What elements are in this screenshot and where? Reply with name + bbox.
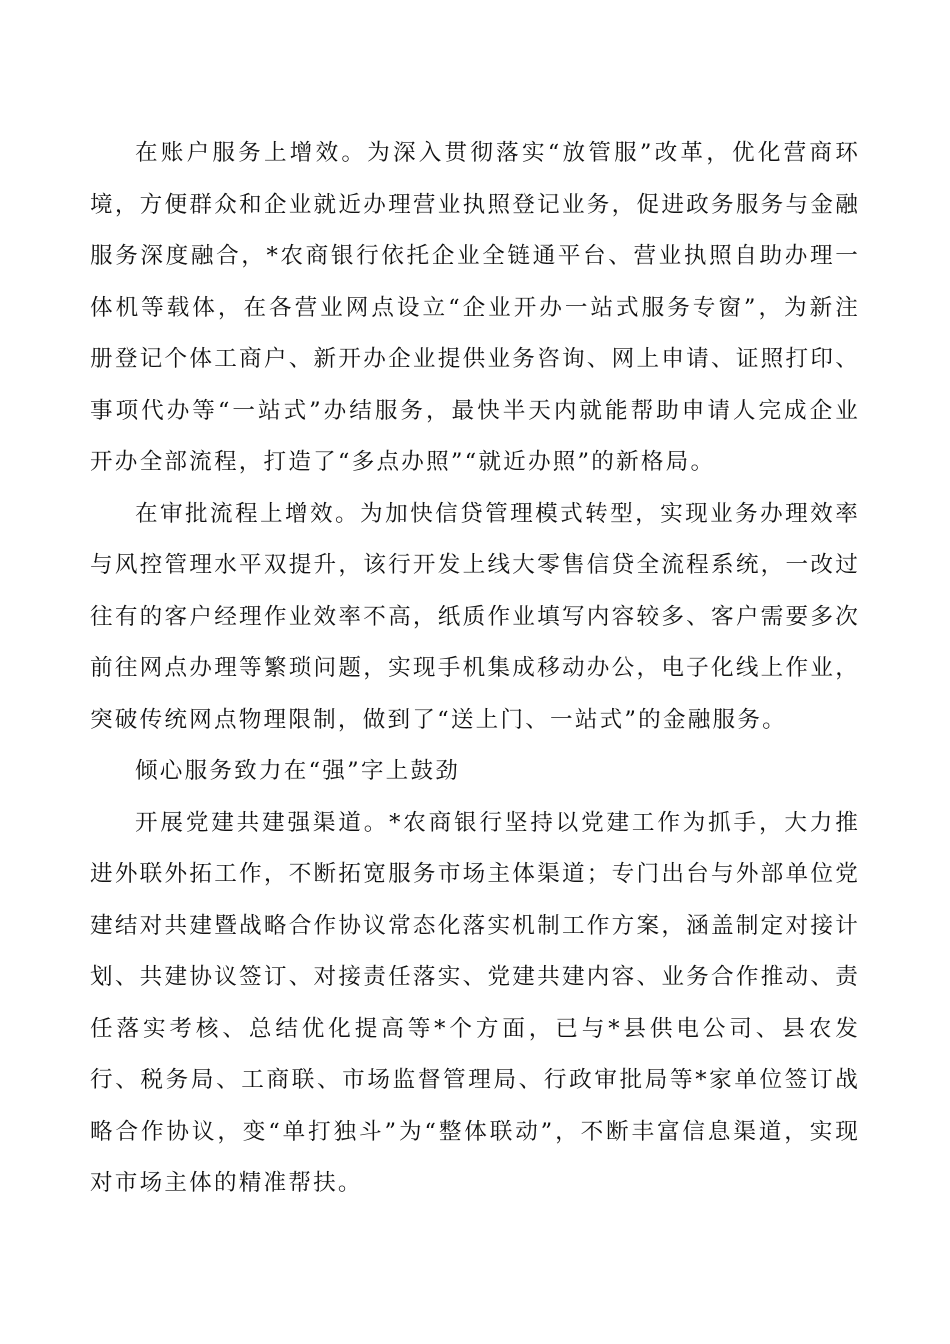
document-page [90,128,860,1210]
section-heading: 倾心服务致力在“强”字上鼓劲 [135,758,461,784]
paragraph-party-building: 开展党建共建强渠道。*农商银行坚持以党建工作为抓手，大力推进外联外拓工作，不断拓宽服务市场主体渠道；专门出台与外部单位党建结对共建暨战略合作协议常态化落实机制工作方案，涵盖制定对接计划、共建协议签订、对接责任落实、党建共建内容、业务合作推动、责任落实考核、总结优化提高等*个方面，已与*县供电公司、县农发行、税务局、工商联、市场监督管理局、行政审批局等*家单位签订战略合作协议，变“单打独斗”为“整体联动”，不断丰富信息渠道，实现对市场主体的精准帮扶。 [90,809,860,1196]
paragraph-account-service: 在账户服务上增效。为深入贯彻落实“放管服”改革，优化营商环境，方便群众和企业就近办理营业执照登记业务，促进政务服务与金融服务深度融合，*农商银行依托企业全链通平台、营业执照自助办理一体机等载体，在各营业网点设立“企业开办一站式服务专窗”，为新注册登记个体工商户、新开办企业提供业务咨询、网上申请、证照打印、事项代办等“一站式”办结服务，最快半天内就能帮助申请人完成企业开办全部流程，打造了“多点办照”“就近办照”的新格局。 [90,140,860,475]
paragraph-approval-process: 在审批流程上增效。为加快信贷管理模式转型，实现业务办理效率与风控管理水平双提升，该行开发上线大零售信贷全流程系统，一改过往有的客户经理作业效率不高，纸质作业填写内容较多、客户需要多次前往网点办理等繁琐问题，实现手机集成移动办公，电子化线上作业，突破传统网点物理限制，做到了“送上门、一站式”的金融服务。 [90,500,860,733]
